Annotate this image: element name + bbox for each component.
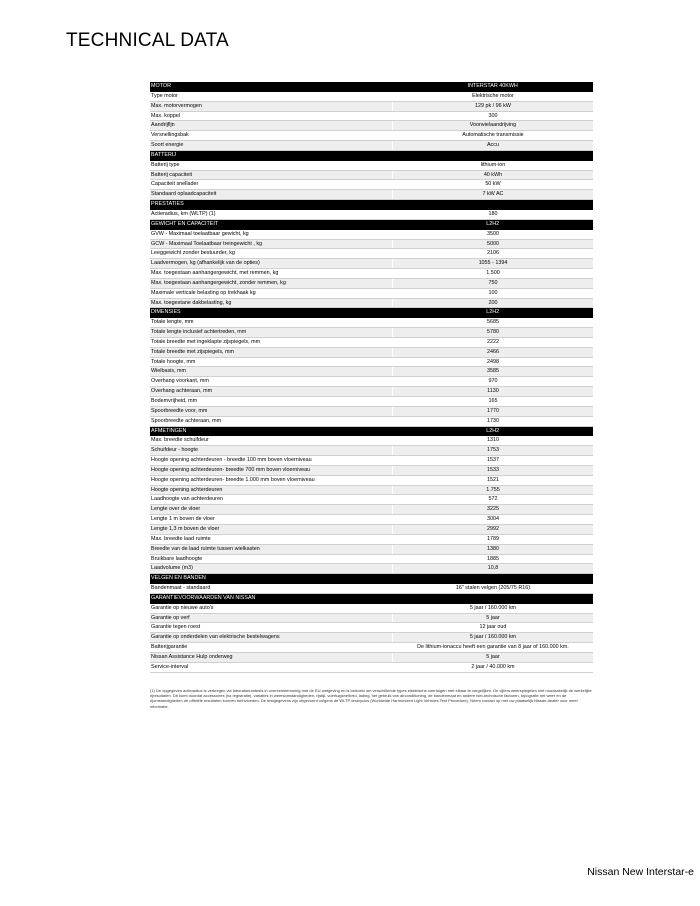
spec-label: Lengte over de vloer: [151, 506, 201, 513]
spec-row: [150, 495, 593, 505]
spec-value: 1885: [392, 555, 593, 564]
spec-value: 572: [392, 495, 593, 504]
spec-label: Batterij capaciteit: [151, 171, 193, 178]
spec-value: De lithium-ionaccu heeft een garantie van 8 jaar of 160.000 km.: [392, 643, 593, 652]
spec-row: [150, 377, 593, 387]
spec-value: 1770: [392, 407, 593, 416]
spec-row: [150, 328, 593, 338]
spec-row: [150, 387, 593, 397]
spec-row: [150, 180, 593, 190]
spec-row: [150, 112, 593, 122]
spec-label: Garantie op onderdelen van elektrische bestelwagens: [151, 634, 280, 641]
spec-value: 180: [392, 210, 593, 219]
spec-row: [150, 643, 593, 653]
section-column-header: INTERSTAR 40KWH: [467, 83, 518, 89]
spec-value: 1055 - 1394: [392, 259, 593, 268]
spec-label: Max. toegestaan aanhangergewicht, zonder remmen, kg: [151, 279, 286, 286]
spec-value: 1753: [392, 446, 593, 455]
spec-value: lithium-ion: [392, 161, 593, 170]
section-title: GARANTIEVOORWAARDEN VAN NISSAN: [151, 594, 256, 601]
spec-label: Garantie op verf: [151, 614, 190, 621]
section-column-header: [392, 594, 593, 604]
spec-label: Soort energie: [151, 142, 184, 149]
section-column-header: [392, 200, 593, 210]
spec-value: 1789: [392, 535, 593, 544]
spec-label: Max. breedte laad ruimte: [151, 535, 211, 542]
spec-value: 2466: [392, 348, 593, 357]
spec-row: [150, 249, 593, 259]
spec-row: [150, 604, 593, 614]
spec-row: [150, 486, 593, 496]
spec-label: Garantie op nieuwe auto's: [151, 604, 214, 611]
page-title: TECHNICAL DATA: [66, 30, 229, 51]
spec-label: Wielbasis, mm: [151, 368, 187, 375]
spec-label: Versnellingsbak: [151, 132, 189, 139]
spec-value: 1130: [392, 387, 593, 396]
section-header: [150, 82, 593, 92]
spec-label: Max. toegestaan aanhangergewicht, met remmen, kg: [151, 270, 279, 277]
spec-label: Hoogte opening achterdeuren: [151, 486, 223, 493]
spec-label: Batterijgarantie: [151, 644, 188, 651]
spec-row: [150, 515, 593, 525]
spec-value: 16" stalen velgen (205/75 R16): [392, 584, 593, 593]
section-title: AFMETINGEN: [151, 427, 187, 434]
spec-value: 1537: [392, 456, 593, 465]
section-title: VELGEN EN BANDEN: [151, 575, 206, 582]
spec-row: [150, 614, 593, 624]
spec-row: [150, 367, 593, 377]
section-header: [150, 200, 593, 210]
spec-row: [150, 348, 593, 358]
spec-label: Type motor: [151, 92, 178, 99]
spec-label: Bruikbare laadhoogte: [151, 555, 203, 562]
spec-row: [150, 545, 593, 555]
spec-value: 40 kWh: [392, 171, 593, 180]
spec-value: 129 pk / 96 kW: [392, 102, 593, 111]
spec-value: 3500: [392, 230, 593, 239]
spec-row: [150, 269, 593, 279]
section-column-header: [392, 151, 593, 161]
section-column-header: L2H2: [486, 309, 500, 316]
section-header: [150, 427, 593, 437]
spec-label: Schuifdeur - hoogte: [151, 447, 199, 454]
spec-row: [150, 476, 593, 486]
spec-row: [150, 338, 593, 348]
spec-row: [150, 161, 593, 171]
spec-value: 2498: [392, 358, 593, 367]
spec-label: Max. breedte schuifdeur: [151, 437, 209, 444]
spec-value: 3585: [392, 367, 593, 376]
spec-value: 2106: [392, 249, 593, 258]
spec-row: [150, 397, 593, 407]
section-header: [150, 151, 593, 161]
section-title: BATTERIJ: [151, 151, 177, 158]
spec-value: 750: [392, 279, 593, 288]
spec-row: [150, 102, 593, 112]
spec-label: Totale lengte inclusief achtertreden, mm: [151, 329, 247, 336]
spec-label: Capaciteit snellader: [151, 181, 199, 188]
spec-value: 5685: [392, 318, 593, 327]
spec-value: 970: [392, 377, 593, 386]
spec-row: [150, 623, 593, 633]
spec-value: Elektrische motor: [392, 92, 593, 101]
spec-label: Bandenmaat - standaard: [151, 585, 211, 592]
spec-label: Batterij type: [151, 161, 180, 168]
spec-value: 2 jaar / 40.000 km: [392, 663, 593, 672]
spec-label: Max. toegestane dakbelasting, kg: [151, 299, 232, 306]
section-title: DIMENSIES: [151, 309, 181, 316]
section-header: [150, 308, 593, 318]
spec-value: 3004: [392, 515, 593, 524]
spec-row: [150, 456, 593, 466]
footnote: (1) De opgegeven actieradius is verkregen via laboratoriumtests in overeenstemming met de EU-wetgeving en is bedoeld om verschillende types elektrische voertuigen met elkaar te vergelijken. De cijfers weerspiegelen niet noodzakelijk de werkelijke rijresultaten. Dit komt doordat accessoires (na registratie), variaties in weersomstandigheden, rijstijl, voertuigsnelheid, lading, het gebruik van airconditioning, de bandenmaat en andere niet-technische factoren, topografie het weer en de rijomstandigheden de officiële resultaten kunnen beïnvloeden. De testgegevens zijn uitgevoerd volgens de WLTP-testcyclus (Worldwide Harmonized Light Vehicles Test Procedure). Neem contact op met uw plaatselijk Nissan-dealer voor meer informatie.: [150, 688, 592, 709]
spec-row: [150, 653, 593, 663]
spec-row: [150, 358, 593, 368]
spec-value: 5 jaar: [392, 614, 593, 623]
spec-label: Laadvermogen, kg (afhankelijk van de opties): [151, 260, 260, 267]
spec-label: Overhang achteraan, mm: [151, 388, 213, 395]
section-column-header: L2H2: [486, 220, 500, 227]
spec-value: 50 kW: [392, 180, 593, 189]
spec-label: Max. koppel: [151, 112, 181, 119]
spec-row: [150, 131, 593, 141]
spec-row: [150, 259, 593, 269]
spec-label: Service-interval: [151, 663, 189, 670]
spec-label: Breedte van de laad ruimte tussen wielkasten: [151, 545, 260, 552]
spec-row: [150, 564, 593, 574]
section-title: PRESTATIES: [151, 201, 184, 208]
spec-label: Max. motorvermogen: [151, 102, 202, 109]
spec-label: Bodemvrijheid, mm: [151, 398, 198, 404]
spec-row: [150, 436, 593, 446]
spec-label: Leeggewicht zonder bestuurder, kg: [151, 250, 235, 257]
spec-label: Standaard oplaadcapaciteit: [151, 191, 217, 198]
spec-label: Garantie tegen roest: [151, 624, 201, 631]
spec-row: [150, 555, 593, 565]
spec-row: [150, 633, 593, 643]
spec-value: 10,8: [392, 564, 593, 573]
spec-label: Lengte 1,3 m boven de vloer: [151, 525, 220, 532]
spec-row: [150, 407, 593, 417]
spec-row: [150, 466, 593, 476]
spec-row: [150, 505, 593, 515]
technical-data-table: [150, 82, 593, 673]
spec-value: 1730: [392, 417, 593, 426]
spec-label: Spoorbreedte achteraan, mm: [151, 417, 222, 424]
spec-label: Totale breedte met zijspiegels, mm: [151, 348, 234, 355]
spec-value: 5 jaar / 160.000 km: [392, 633, 593, 642]
spec-value: 1310: [392, 436, 593, 445]
spec-label: Nissan Assistance Hulp onderweg: [151, 653, 233, 660]
spec-row: [150, 141, 593, 151]
spec-label: Laadvolume (m3): [151, 565, 193, 572]
spec-value: 7 kW AC: [392, 190, 593, 199]
section-column-header: [392, 574, 593, 584]
spec-value: 12 jaar oud: [392, 623, 593, 632]
spec-label: Hoogte opening achterdeuren- breedte 1.000 mm boven vloerniveau: [151, 476, 315, 483]
spec-row: [150, 210, 593, 220]
spec-value: 200: [392, 299, 593, 308]
spec-row: [150, 446, 593, 456]
spec-value: 5 jaar / 160.000 km: [392, 604, 593, 613]
spec-label: Totale hoogte, mm: [151, 358, 196, 365]
spec-value: 5000: [392, 240, 593, 249]
spec-value: 1.755: [392, 486, 593, 495]
section-title: GEWICHT EN CAPACITEIT: [151, 220, 219, 227]
spec-value: 1.500: [392, 269, 593, 278]
spec-label: Lengte 1 m boven de vloer: [151, 516, 215, 523]
spec-label: GVW - Maximaal toelaatbaar gewicht, kg: [151, 230, 249, 237]
spec-row: [150, 525, 593, 535]
spec-label: Actieradius, km (WLTP) (1): [151, 210, 216, 217]
spec-label: Aandrijfljn: [151, 122, 175, 129]
spec-value: 1533: [392, 466, 593, 475]
spec-value: 165: [392, 397, 593, 406]
spec-row: [150, 318, 593, 328]
spec-row: [150, 535, 593, 545]
spec-row: [150, 663, 593, 673]
section-header: [150, 220, 593, 230]
spec-value: 2222: [392, 338, 593, 347]
spec-value: 5780: [392, 328, 593, 337]
spec-value: Automatische transmissie: [392, 131, 593, 140]
spec-label: Totale lengte, mm: [151, 319, 194, 326]
section-header: [150, 594, 593, 604]
section-column-header: L2H2: [486, 427, 500, 434]
spec-label: GCW - Maximaal Toelaatbaar treingewicht , kg: [151, 240, 263, 247]
brand-footer: Nissan New Interstar-e: [587, 866, 694, 878]
spec-row: [150, 190, 593, 200]
spec-row: [150, 171, 593, 181]
spec-value: 100: [392, 289, 593, 298]
spec-value: 2992: [392, 525, 593, 534]
spec-label: Laadhoogte van achterdeuren: [151, 496, 223, 503]
spec-row: [150, 289, 593, 299]
spec-label: Hoogte opening achterdeuren - breedte 100 mm boven vloerniveau: [151, 457, 312, 464]
spec-row: [150, 584, 593, 594]
spec-row: [150, 240, 593, 250]
spec-label: Hoogte opening achterdeuren- breedte 700 mm boven vloerniveau: [151, 466, 311, 473]
section-header: [150, 574, 593, 584]
spec-value: 300: [392, 112, 593, 121]
spec-row: [150, 299, 593, 309]
spec-row: [150, 230, 593, 240]
spec-label: Maximale verticale belasting op trekhaak kg: [151, 289, 256, 296]
spec-row: [150, 92, 593, 102]
spec-label: Totale breedte met ingeklapte zijspiegels, mm: [151, 338, 261, 345]
spec-value: 1521: [392, 476, 593, 485]
spec-label: Overhang voorkant, mm: [151, 378, 209, 385]
spec-value: 5 jaar: [392, 653, 593, 662]
spec-row: [150, 121, 593, 131]
section-title: MOTOR: [151, 83, 171, 89]
spec-value: Accu: [392, 141, 593, 150]
spec-value: Voorwielaandrijving: [392, 121, 593, 130]
spec-row: [150, 279, 593, 289]
spec-value: 3225: [392, 505, 593, 514]
spec-value: 1380: [392, 545, 593, 554]
spec-row: [150, 417, 593, 427]
spec-label: Spoorbreedte voor, mm: [151, 407, 208, 414]
